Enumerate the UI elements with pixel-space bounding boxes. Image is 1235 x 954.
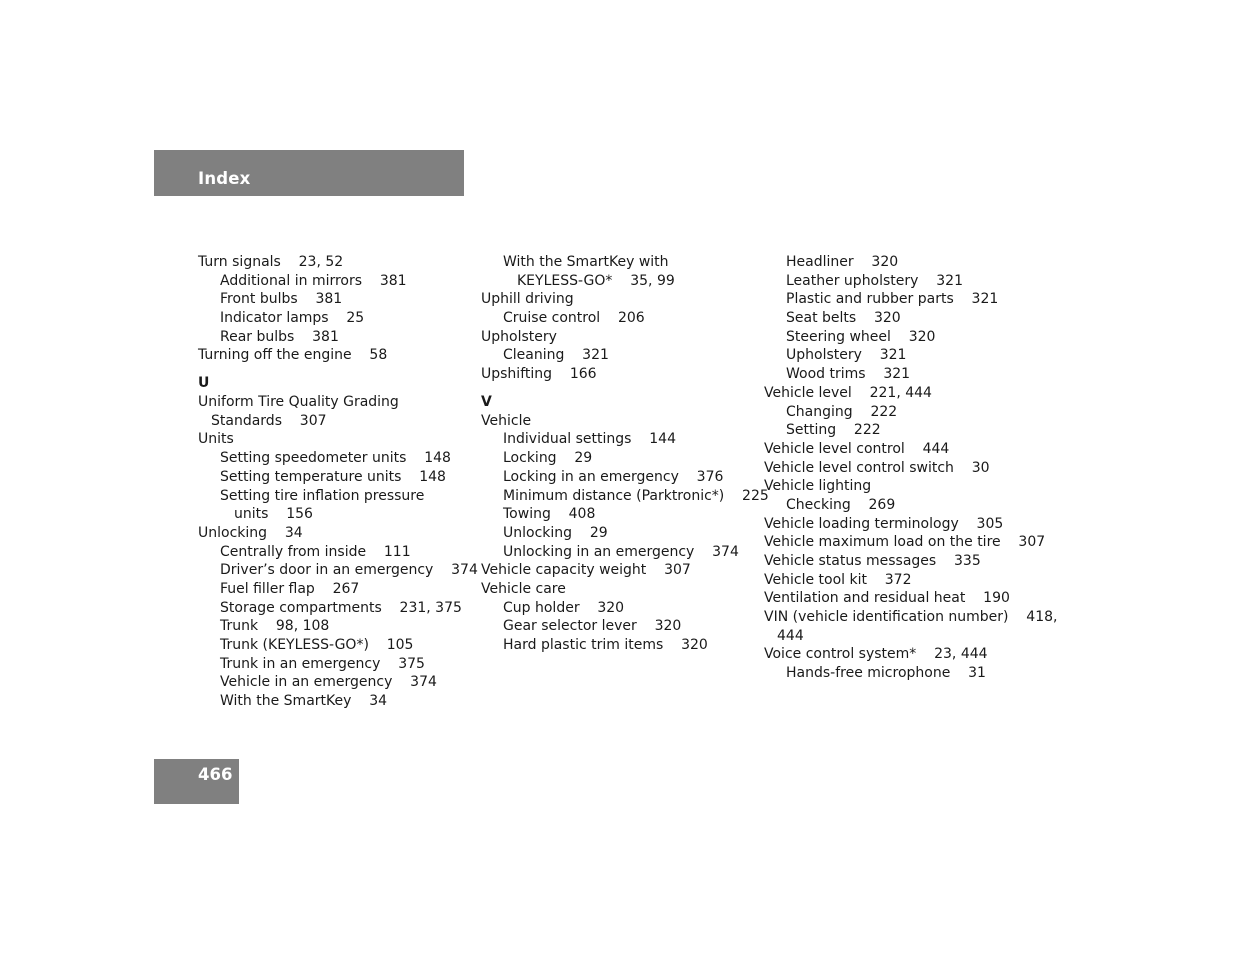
index-entry: Unlocking 34 <box>198 524 303 541</box>
index-entry: Vehicle tool kit 372 <box>764 571 912 588</box>
index-subentry: Additional in mirrors 381 <box>220 272 407 289</box>
index-entry: Vehicle status messages 335 <box>764 553 981 569</box>
index-subentry: Plastic and rubber parts 321 <box>786 291 999 308</box>
index-entry: Turning off the engine 58 <box>198 347 388 364</box>
page-number: 466 <box>198 765 233 784</box>
index-subentry: Vehicle in an emergency 374 <box>220 674 437 691</box>
index-subentry: Driver’s door in an emergency 374 <box>220 562 478 579</box>
index-subentry: Wood trims 321 <box>786 366 911 383</box>
index-subentry: Cup holder 320 <box>503 599 625 616</box>
index-subentry: Trunk (KEYLESS-GO*) 105 <box>220 637 414 654</box>
index-subentry: Hands-free microphone 31 <box>786 665 986 682</box>
index-subentry: Cruise control 206 <box>503 310 645 327</box>
index-subentry: Seat belts 320 <box>786 310 901 327</box>
index-column-2 <box>481 253 769 655</box>
page-number-tab <box>154 759 239 804</box>
index-subentry: Indicator lamps 25 <box>220 310 365 327</box>
index-subentry: Locking in an emergency 376 <box>503 468 724 485</box>
index-entry: Vehicle level 221, 444 <box>764 384 932 401</box>
index-subentry: Individual settings 144 <box>503 431 676 448</box>
index-subentry: Centrally from inside 111 <box>220 543 411 560</box>
index-entry: Vehicle care <box>481 580 566 597</box>
index-subentry: With the SmartKey with <box>503 254 669 270</box>
index-subentry: Setting tire inflation pressure <box>220 487 425 504</box>
index-entry: Turn signals 23, 52 <box>198 254 344 270</box>
index-entry: Units <box>198 431 234 448</box>
index-entry: Uphill driving <box>481 291 574 308</box>
index-subentry: Headliner 320 <box>786 254 899 270</box>
index-subentry: Hard plastic trim items 320 <box>503 637 708 654</box>
index-entry: Vehicle lighting <box>764 478 872 495</box>
index-entry: VIN (vehicle identification number) 418, <box>764 609 1058 626</box>
index-subentry: Fuel filler flap 267 <box>220 580 360 597</box>
index-entry: Vehicle loading terminology 305 <box>764 515 1004 532</box>
index-subentry: Setting temperature units 148 <box>220 468 446 485</box>
index-subentry: Towing 408 <box>503 506 596 523</box>
index-entry: Vehicle level control 444 <box>764 440 950 457</box>
index-entry: Uniform Tire Quality Grading <box>198 394 399 411</box>
section-header-bar <box>154 150 464 196</box>
index-subentry: Front bulbs 381 <box>220 291 343 308</box>
index-entry: Vehicle capacity weight 307 <box>481 562 691 579</box>
index-subentry: Trunk in an emergency 375 <box>220 655 425 672</box>
index-subentry: With the SmartKey 34 <box>220 693 388 710</box>
index-subentry: Changing 222 <box>786 403 898 420</box>
index-entry: Vehicle level control switch 30 <box>764 459 990 476</box>
index-subentry: Upholstery 321 <box>786 347 907 364</box>
index-subentry: Locking 29 <box>503 450 593 467</box>
index-entry: Voice control system* 23, 444 <box>764 646 988 663</box>
index-subentry: Leather upholstery 321 <box>786 272 963 289</box>
index-subentry: Storage compartments 231, 375 <box>220 599 462 616</box>
index-subentry: units 156 <box>234 506 313 523</box>
index-entry: Upholstery <box>481 328 557 345</box>
index-subentry: 444 <box>777 627 804 644</box>
index-subentry: Gear selector lever 320 <box>503 618 682 635</box>
index-column-1 <box>198 253 478 711</box>
section-title: Index <box>198 169 251 188</box>
index-subentry: Steering wheel 320 <box>786 328 936 345</box>
index-letter-heading: V <box>481 394 492 411</box>
index-subentry: Minimum distance (Parktronic*) 225 <box>503 487 769 504</box>
index-entry: Vehicle <box>481 412 532 429</box>
index-subentry: Cleaning 321 <box>503 347 609 364</box>
index-subentry: Checking 269 <box>786 496 896 513</box>
index-entry: Vehicle maximum load on the tire 307 <box>764 534 1046 551</box>
index-subentry: KEYLESS-GO* 35, 99 <box>517 272 675 289</box>
index-subentry: Standards 307 <box>211 412 327 429</box>
index-subentry: Trunk 98, 108 <box>220 618 330 635</box>
index-column-3 <box>764 253 1058 683</box>
index-letter-heading: U <box>198 375 210 392</box>
index-subentry: Setting 222 <box>786 422 881 439</box>
index-entry: Upshifting 166 <box>481 366 597 383</box>
index-subentry: Unlocking 29 <box>503 524 608 541</box>
index-subentry: Rear bulbs 381 <box>220 328 339 345</box>
index-subentry: Unlocking in an emergency 374 <box>503 543 739 560</box>
index-subentry: Setting speedometer units 148 <box>220 450 451 467</box>
index-entry: Ventilation and residual heat 190 <box>764 590 1010 607</box>
